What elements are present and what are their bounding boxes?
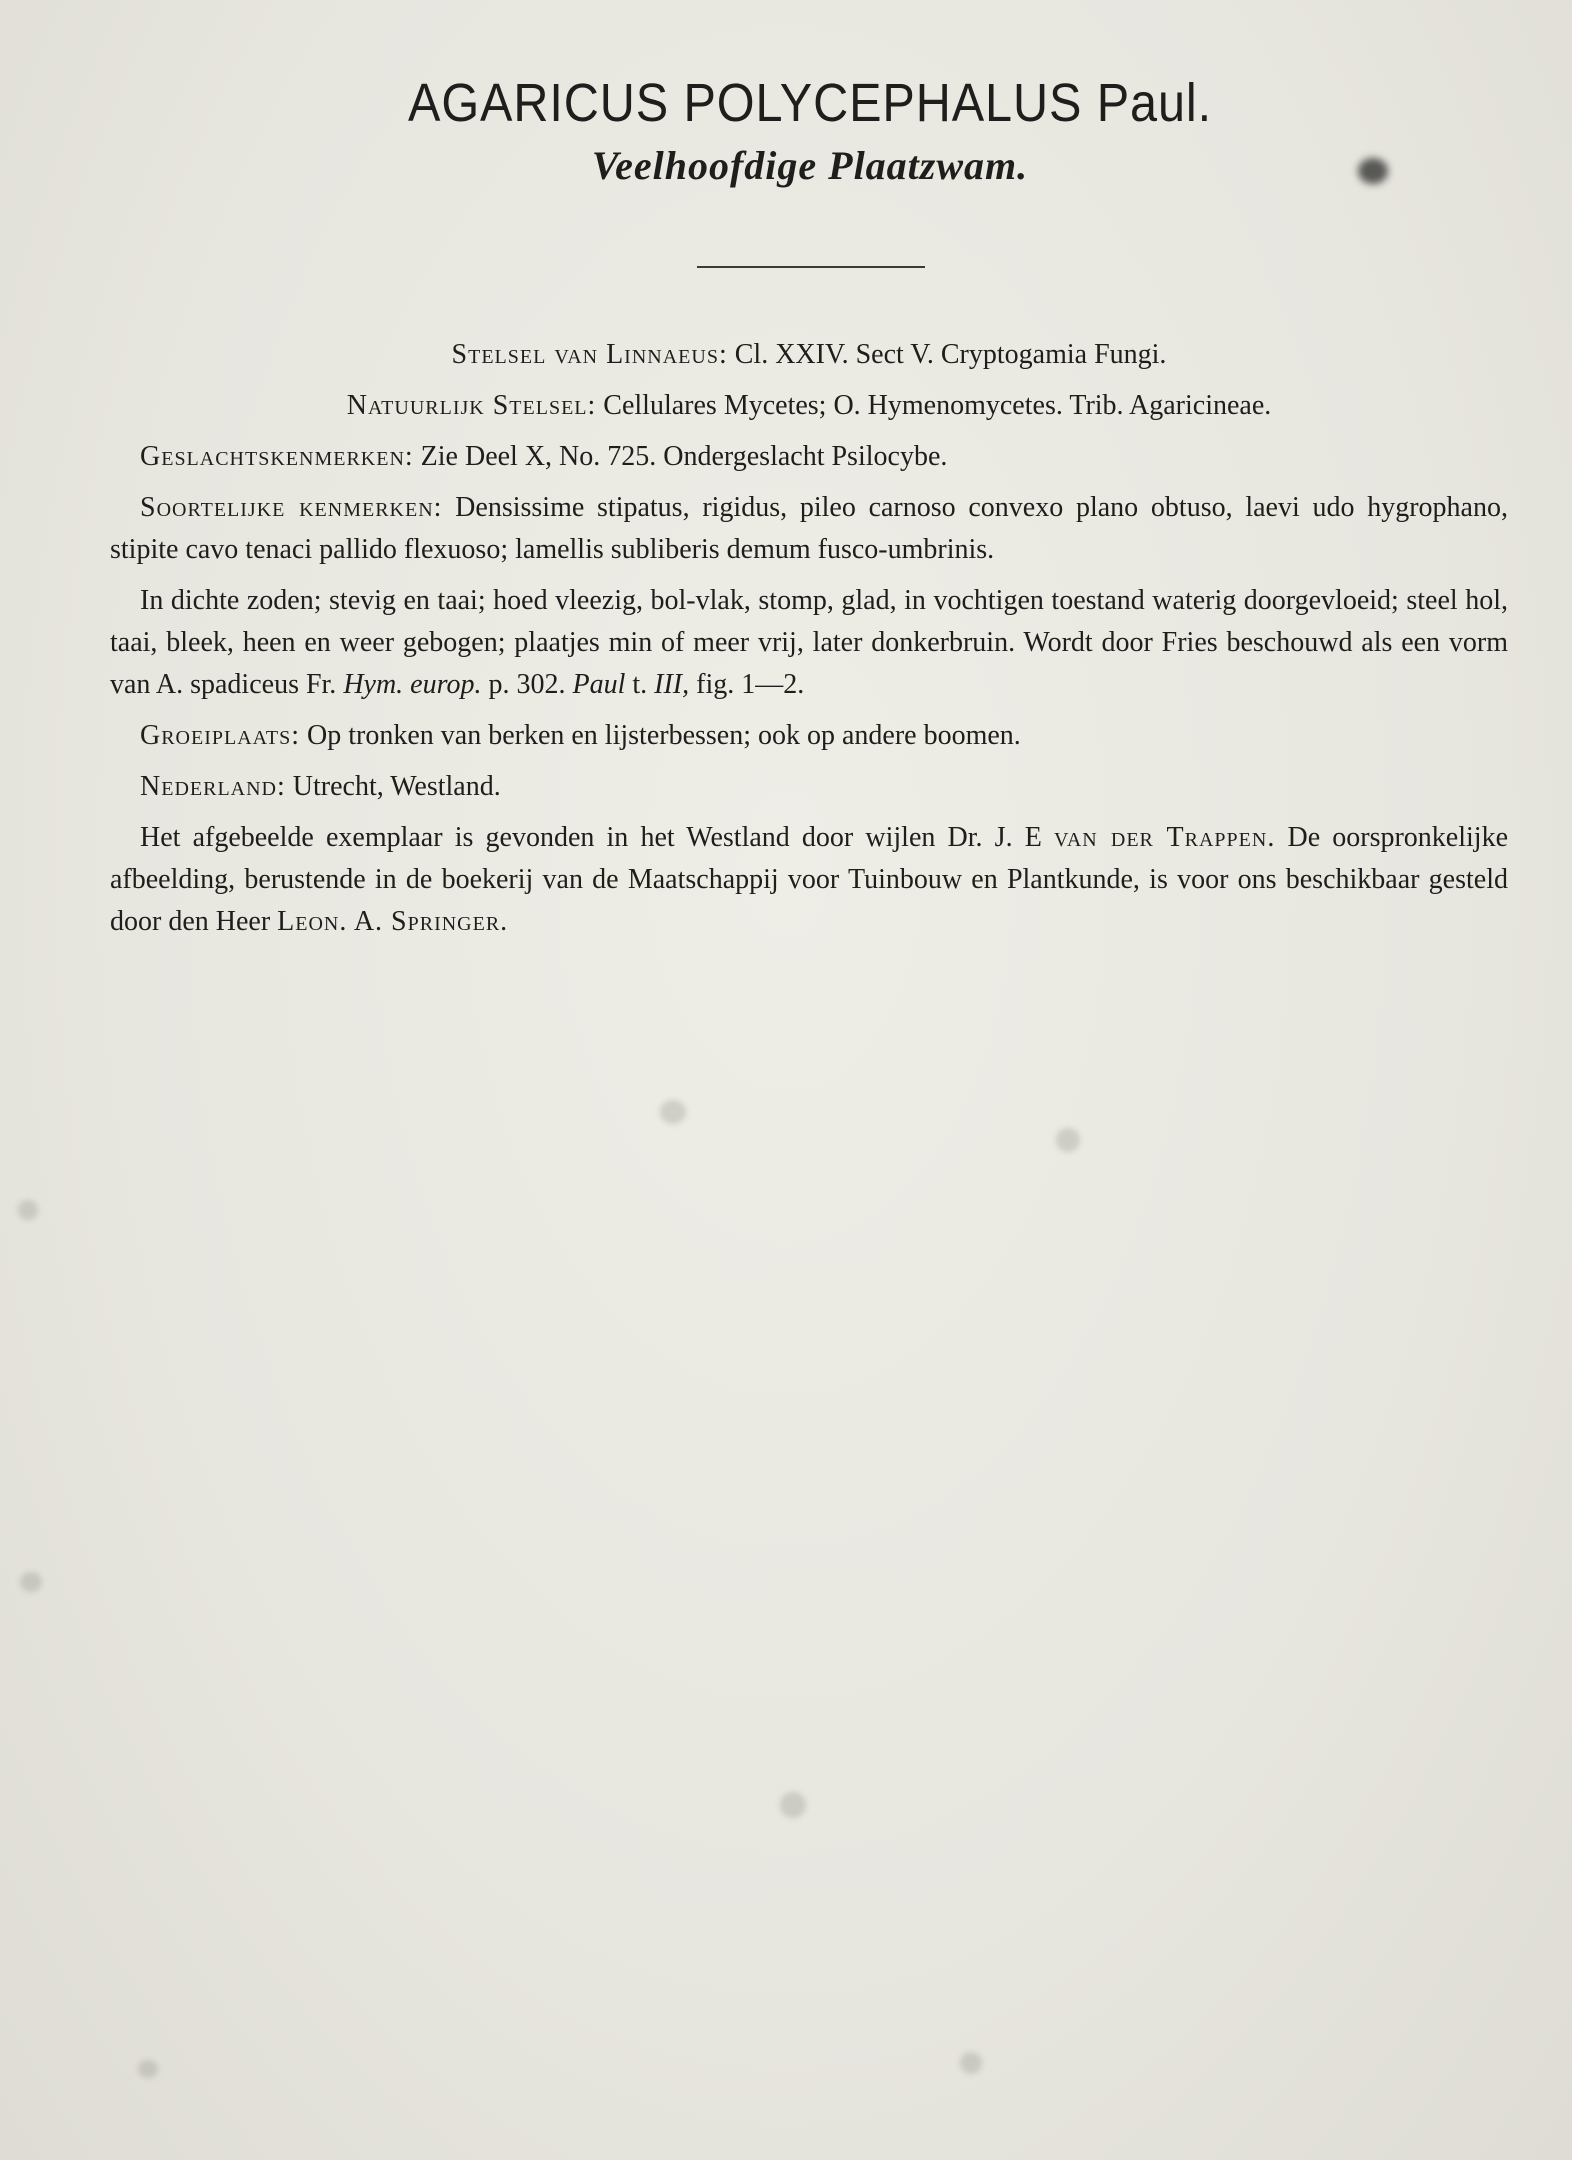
groeiplaats-label: Groeiplaats: (140, 720, 301, 751)
groeiplaats-line (110, 715, 1508, 757)
stelsel-linnaeus-text: Cl. XXIV. Sect V. Cryptogamia Fungi. (734, 339, 1167, 370)
foxing-spot (20, 1572, 42, 1592)
description-text-2: p. 302. (481, 669, 573, 700)
closing-springer: Leon. A. Springer. (277, 906, 509, 937)
foxing-spot (960, 2052, 982, 2074)
foxing-spot (18, 1200, 38, 1220)
nederland-line (110, 766, 1508, 808)
description-plate: III, (654, 669, 690, 700)
foxing-spot (780, 1792, 806, 1818)
body-text (110, 334, 1508, 952)
natuurlijk-stelsel-line (110, 385, 1508, 427)
divider-rule (697, 266, 925, 268)
page-title: AGARICUS POLYCEPHALUS Paul. (408, 73, 1212, 133)
foxing-spot (1056, 1128, 1080, 1152)
soortelijke-kenmerken-text: Densissime stipatus, rigidus, pileo carnoso convexo plano obtuso, laevi udo hygrophano, stipite cavo tenaci pallido flexuoso; lamellis subliberis demum fusco-umbrinis. (110, 492, 1508, 565)
soortelijke-kenmerken-label: Soortelijke kenmerken: (140, 492, 443, 523)
closing-paragraph (110, 817, 1508, 943)
natuurlijk-stelsel-label: Natuurlijk Stelsel: (346, 390, 597, 421)
closing-text-1: Het afgebeelde exemplaar is gevonden in het Westland door wijlen Dr. J. E (140, 822, 1054, 853)
description-hym: Hym. europ. (343, 669, 482, 700)
soortelijke-kenmerken-paragraph (110, 487, 1508, 571)
description-paragraph (110, 580, 1508, 706)
foxing-spot (660, 1100, 686, 1124)
description-paul: Paul (572, 669, 626, 700)
groeiplaats-text: Op tronken van berken en lijsterbessen; ook op andere boomen. (307, 720, 1021, 751)
geslachtskenmerken-label: Geslachtskenmerken: (140, 441, 414, 472)
closing-trappen: van der Trappen. (1053, 822, 1276, 853)
description-text-4: fig. 1—2. (689, 669, 805, 700)
nederland-label: Nederland: (140, 771, 286, 802)
foxing-spot (138, 2060, 158, 2078)
page-subtitle: Veelhoofdige Plaatzwam. (591, 143, 1029, 188)
nederland-text: Utrecht, Westland. (292, 771, 501, 802)
description-text-1: In dichte zoden; stevig en taai; hoed vleezig, bol-vlak, stomp, glad, in vochtigen toestand waterig doorgevloeid; steel hol, taai, bleek, heen en weer gebogen; plaatjes min of meer vrij, later donkerbruin. Wordt door Fries beschouwd als een vorm van A. spadiceus Fr. (110, 585, 1508, 700)
geslachtskenmerken-text: Zie Deel X, No. 725. Ondergeslacht Psilocybe. (420, 441, 948, 472)
geslachtskenmerken-line (110, 436, 1508, 478)
natuurlijk-stelsel-text: Cellulares Mycetes; O. Hymenomycetes. Trib. Agaricineae. (603, 390, 1272, 421)
closing-text-2: De oorspronkelijke afbeelding, berustende in de boekerij van de Maatschappij voor Tuinbouw en Plantkunde, is voor ons beschikbaar gesteld door den Heer (110, 822, 1509, 937)
stelsel-linnaeus-line (110, 334, 1508, 376)
description-text-3: t. (625, 669, 655, 700)
stelsel-linnaeus-label: Stelsel van Linnaeus: (451, 339, 728, 370)
